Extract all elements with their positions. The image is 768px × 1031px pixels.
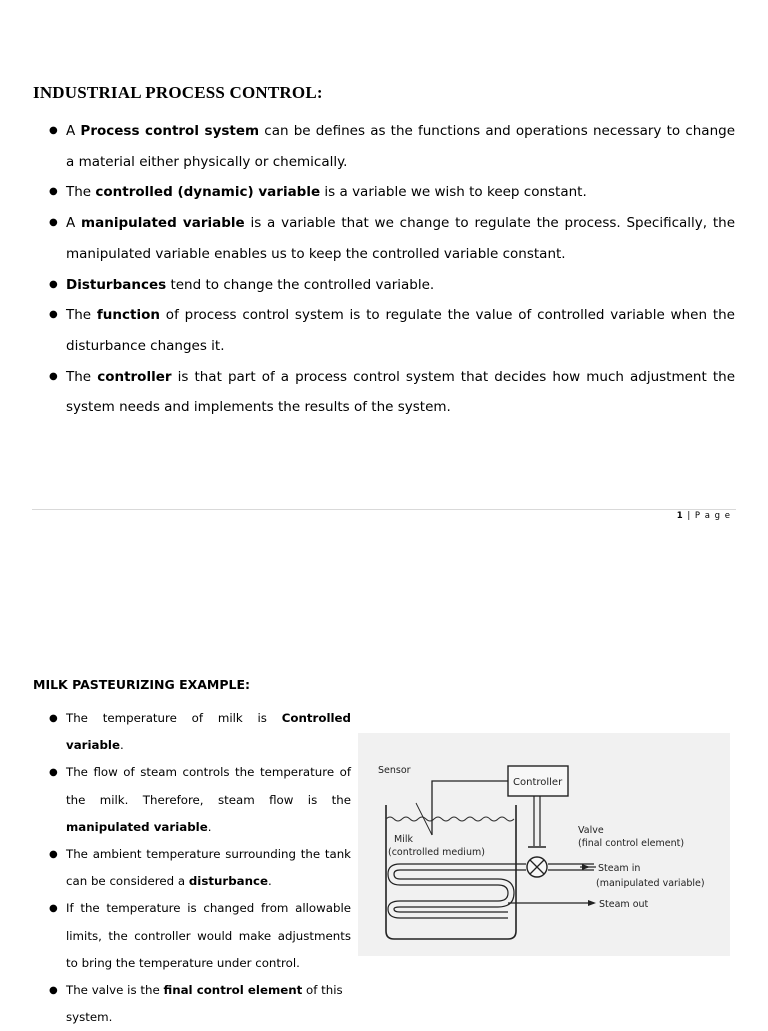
page-number: 1 | P a g e — [676, 511, 731, 521]
bullet-icon: ● — [49, 278, 58, 290]
milk-pasteurizer-diagram — [358, 733, 730, 956]
list-item: ● The controller is that part of a process control system that decides how much adjustment the system needs and implements the results of the system. — [66, 362, 735, 423]
list-item: ● The function of process control system is to regulate the value of controlled variable when the disturbance changes it. — [66, 300, 735, 361]
bullet-icon: ● — [49, 767, 58, 779]
example-list — [49, 705, 351, 1031]
diagram-drawing — [358, 733, 730, 956]
bullet-icon: ● — [49, 903, 58, 915]
heating-coil — [394, 870, 514, 912]
bullet-icon: ● — [49, 217, 58, 229]
bullet-icon: ● — [49, 309, 58, 321]
steam-in-label: Steam in — [598, 863, 641, 874]
manipulated-variable-label: (manipulated variable) — [596, 878, 705, 889]
list-item: ● The valve is the final control element of this system. — [66, 977, 386, 1031]
list-item: ● A manipulated variable is a variable that we change to regulate the process. Specifically, the manipulated variable enables us to keep the controlled variable constant. — [66, 208, 735, 269]
valve-label: Valve — [578, 825, 604, 836]
heating-coil — [388, 864, 508, 918]
milk-label: Milk — [394, 834, 413, 845]
bullet-icon: ● — [49, 186, 58, 198]
bullet-icon: ● — [49, 849, 58, 861]
list-item: ● Disturbances tend to change the controlled variable. — [66, 270, 735, 301]
section-title: MILK PASTEURIZING EXAMPLE: — [33, 677, 251, 692]
list-item: ● If the temperature is changed from allowable limits, the controller would make adjustments to bring the temperature under control. — [66, 895, 351, 977]
list-item: ● The controlled (dynamic) variable is a variable we wish to keep constant. — [66, 177, 735, 208]
final-control-element-label: (final control element) — [578, 838, 685, 849]
controlled-medium-label: (controlled medium) — [388, 847, 485, 858]
page-divider — [32, 509, 736, 510]
sensor-label: Sensor — [378, 765, 411, 776]
milk-surface — [386, 817, 514, 821]
steam-out-label: Steam out — [599, 899, 649, 910]
sensor-line — [432, 781, 508, 835]
page-title: INDUSTRIAL PROCESS CONTROL: — [33, 83, 323, 102]
controller-label: Controller — [513, 777, 563, 788]
bullet-icon: ● — [49, 370, 58, 382]
arrow-icon — [588, 900, 596, 906]
definitions-list — [49, 116, 736, 423]
list-item: ● The ambient temperature surrounding the tank can be considered a disturbance. — [66, 841, 351, 895]
tank — [386, 805, 516, 939]
bullet-icon: ● — [49, 713, 58, 724]
list-item: ● The temperature of milk is Controlled variable. — [66, 705, 351, 759]
list-item: ● A Process control system can be defines as the functions and operations necessary to change a material either physically or chemically. — [66, 116, 735, 177]
bullet-icon: ● — [49, 125, 58, 136]
bullet-icon: ● — [49, 985, 58, 997]
list-item: ● The flow of steam controls the temperature of the milk. Therefore, steam flow is the manipulated variable. — [66, 759, 351, 841]
